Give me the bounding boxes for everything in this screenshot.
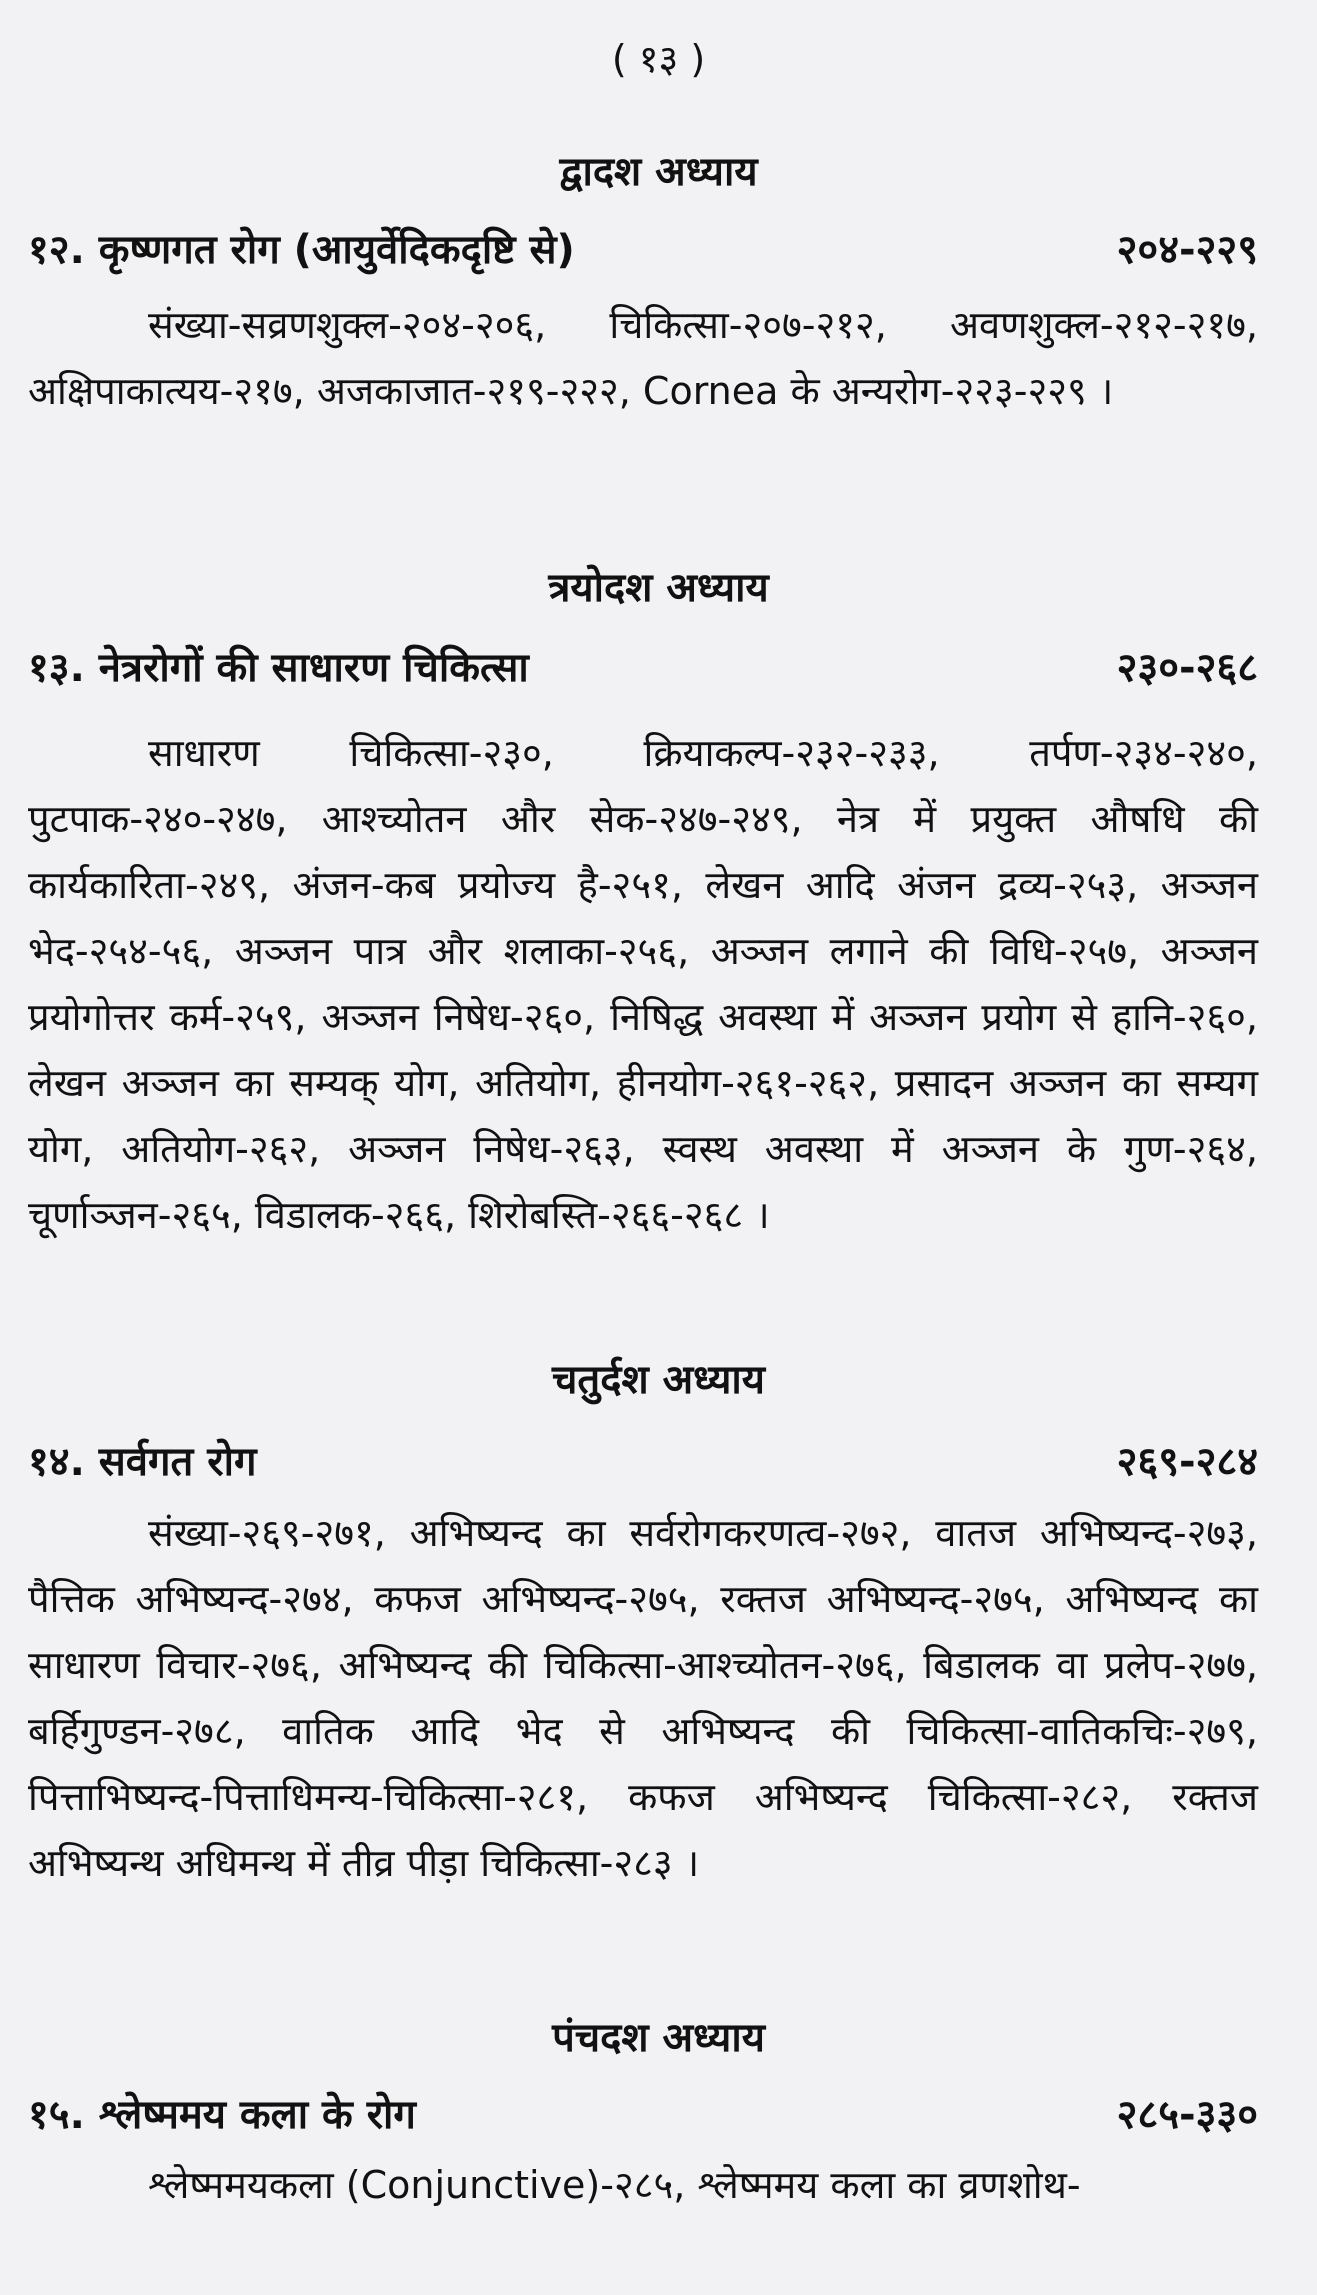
chapter-summary-12: संख्या-सव्रणशुक्ल-२०४-२०६, चिकित्सा-२०७-२१२, अवणशुक्ल-२१२-२१७, अक्षिपाकात्यय-२१७, अजकाजात-२१९-२२२, Cornea के अन्यरोग-२२३-२२९ । [28, 303, 1258, 413]
chapter-heading-13: त्रयोदश अध्याय [548, 565, 769, 611]
chapter-pages-15: २८५-३३० [1116, 2092, 1258, 2138]
chapter-title-13: १३. नेत्ररोगों की साधारण चिकित्सा [28, 645, 529, 691]
chapter-entry-14 [28, 1432, 1258, 1487]
chapter-title-14: १४. सर्वगत रोग [28, 1439, 257, 1485]
chapter-entry-15 [28, 2085, 1258, 2140]
chapter-summary-14: संख्या-२६९-२७१, अभिष्यन्द का सर्वरोगकरणत्व-२७२, वातज अभिष्यन्द-२७३, पैत्तिक अभिष्यन्द-२७४, कफज अभिष्यन्द-२७५, रक्तज अभिष्यन्द-२७५, अभिष्यन्द का साधारण विचार-२७६, अभिष्यन्द की चिकित्सा-आश्च्योतन-२७६, बिडालक वा प्रलेप-२७७, बर्हिगुण्डन-२७८, वातिक आदि भेद से अभिष्यन्द की चिकित्सा-वातिकचिः-२७९, पित्ताभिष्यन्द-पित्ताधिमन्य-चिकित्सा-२८१, कफज अभिष्यन्द चिकित्सा-२८२, रक्तज अभिष्यन्थ अधिमन्थ में तीव्र पीड़ा चिकित्सा-२८३ । [28, 1511, 1258, 1885]
chapter-title-12: १२. कृष्णगत रोग (आयुर्वेदिकदृष्टि से) [28, 227, 575, 273]
chapter-pages-13: २३०-२६८ [1116, 645, 1258, 691]
chapter-entry-12 [28, 220, 1258, 275]
page-number: ( १३ ) [611, 37, 706, 81]
chapter-summary-13: साधारण चिकित्सा-२३०, क्रियाकल्प-२३२-२३३, तर्पण-२३४-२४०, पुटपाक-२४०-२४७, आश्च्योतन और सेक-२४७-२४९, नेत्र में प्रयुक्त औषधि की कार्यकारिता-२४९, अंजन-कब प्रयोज्य है-२५१, लेखन आदि अंजन द्रव्य-२५३, अञ्जन भेद-२५४-५६, अञ्जन पात्र और शलाका-२५६, अञ्जन लगाने की विधि-२५७, अञ्जन प्रयोगोत्तर कर्म-२५९, अञ्जन निषेध-२६०, निषिद्ध अवस्था में अञ्जन प्रयोग से हानि-२६०, लेखन अञ्जन का सम्यक् योग, अतियोग, हीनयोग-२६१-२६२, प्रसादन अञ्जन का सम्यग योग, अतियोग-२६२, अञ्जन निषेध-२६३, स्वस्थ अवस्था में अञ्जन के गुण-२६४, चूर्णाञ्जन-२६५, विडालक-२६६, शिरोबस्ति-२६६-२६८ । [28, 731, 1258, 1237]
chapter-heading-12: द्वादश अध्याय [559, 149, 758, 195]
chapter-entry-13 [28, 638, 1258, 693]
chapter-heading-14: चतुर्दश अध्याय [552, 1357, 765, 1403]
chapter-pages-12: २०४-२२९ [1116, 227, 1258, 273]
chapter-title-15: १५. श्लेष्ममय कला के रोग [28, 2092, 416, 2138]
chapter-pages-14: २६९-२८४ [1116, 1439, 1258, 1485]
chapter-heading-15: पंचदश अध्याय [552, 2015, 765, 2061]
chapter-summary-15: श्लेष्ममयकला (Conjunctive)-२८५, श्लेष्ममय कला का व्रणशोथ- [148, 2163, 1081, 2207]
